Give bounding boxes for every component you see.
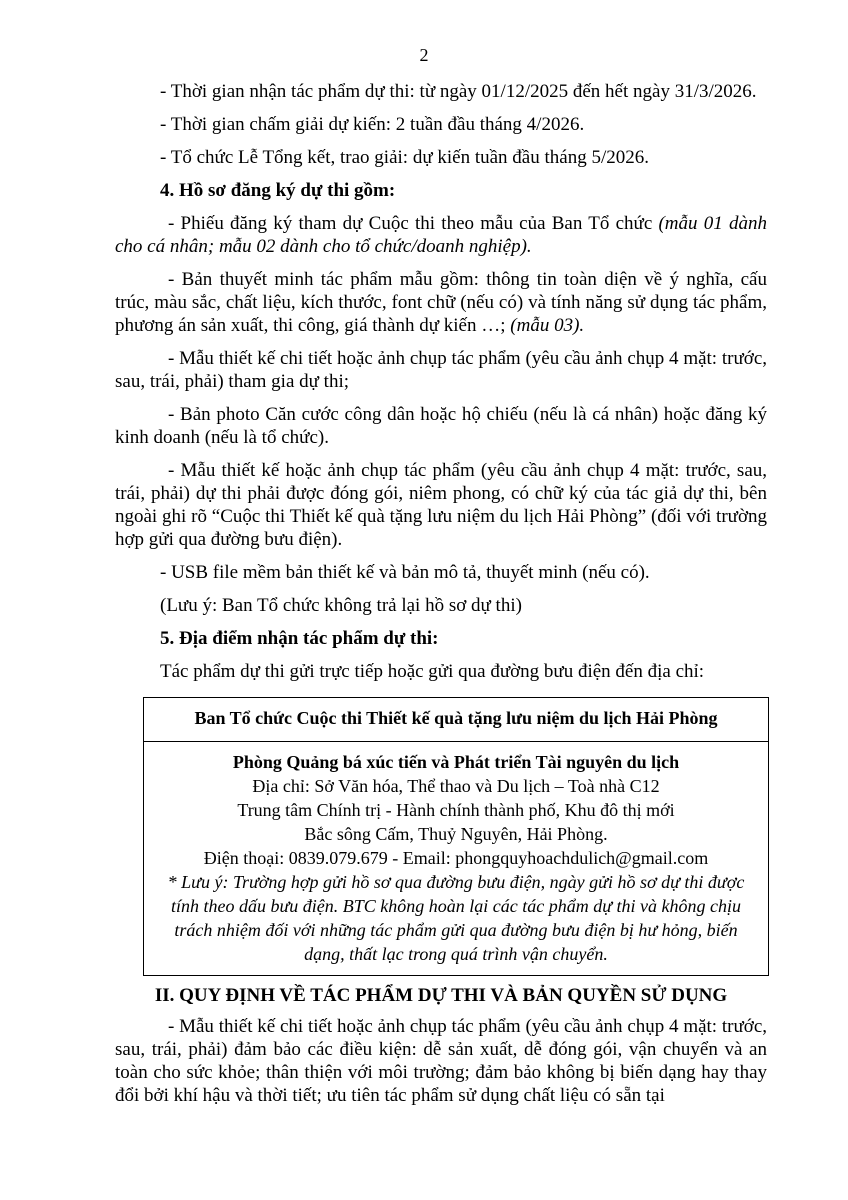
section-4-heading: 4. Hồ sơ đăng ký dự thi gồm: (160, 180, 396, 201)
address-line-1: Địa chỉ: Sở Văn hóa, Thể thao và Du lịch – Toà nhà C12 (252, 776, 660, 796)
section-4-item-3: - Mẫu thiết kế chi tiết hoặc ảnh chụp tác phẩm (yêu cầu ảnh chụp 4 mặt: trước, sau, trái, phải) tham gia dự thi; (115, 348, 767, 392)
timeline-judging: - Thời gian chấm giải dự kiến: 2 tuần đầu tháng 4/2026. (160, 114, 585, 135)
timeline-ceremony: - Tổ chức Lễ Tổng kết, trao giải: dự kiến tuần đầu tháng 5/2026. (160, 147, 649, 168)
section-4-item-1 (115, 212, 767, 258)
section-5-intro: Tác phẩm dự thi gửi trực tiếp hoặc gửi qua đường bưu điện đến địa chỉ: (160, 661, 705, 682)
address-box (143, 697, 769, 976)
item-2-text: - Bản thuyết minh tác phẩm mẫu gồm: thông tin toàn diện về ý nghĩa, cấu trúc, màu sắc, chất liệu, kích thước, font chữ (nếu có) và tính năng sử dụng tác phẩm, phương án sản xuất, thi công, giá thành dự kiến …; (115, 269, 767, 336)
postal-note: * Lưu ý: Trường hợp gửi hồ sơ qua đường bưu điện, ngày gửi hồ sơ dự thi được tính theo dấu bưu điện. BTC không hoàn lại các tác phẩm dự thi và không chịu trách nhiệm đối với những tác phẩm gửi qua đường bưu điện bị hư hỏng, biến dạng, thất lạc trong quá trình vận chuyển. (167, 872, 745, 964)
document-body (115, 80, 767, 1117)
section-4-item-2 (115, 268, 767, 337)
contact-line: Điện thoại: 0839.079.679 - Email: phongquyhoachdulich@gmail.com (203, 848, 709, 868)
timeline-receive: - Thời gian nhận tác phẩm dự thi: từ ngày 01/12/2025 đến hết ngày 31/3/2026. (160, 81, 757, 102)
section-4-item-4: - Bản photo Căn cước công dân hoặc hộ chiếu (nếu là cá nhân) hoặc đăng ký kinh doanh (nếu là tổ chức). (115, 404, 767, 448)
address-line-2: Trung tâm Chính trị - Hành chính thành phố, Khu đô thị mới (237, 800, 675, 820)
page-number: 2 (419, 45, 429, 65)
section-4-item-5: - Mẫu thiết kế hoặc ảnh chụp tác phẩm (yêu cầu ảnh chụp 4 mặt: trước, sau, trái, phải) dự thi phải được đóng gói, niêm phong, có chữ ký của tác giả dự thi, bên ngoài ghi rõ “Cuộc thi Thiết kế quà tặng lưu niệm du lịch Hải Phòng” (đối với trường hợp gửi qua đường bưu điện). (115, 460, 767, 550)
section-II-heading: II. QUY ĐỊNH VỀ TÁC PHẨM DỰ THI VÀ BẢN QUYỀN SỬ DỤNG (154, 985, 728, 1006)
address-box-body (144, 742, 768, 975)
item-1-text: - Phiếu đăng ký tham dự Cuộc thi theo mẫu của Ban Tổ chức (168, 213, 659, 234)
address-line-3: Bắc sông Cấm, Thuỷ Nguyên, Hải Phòng. (304, 824, 608, 844)
item-1-italic: (mẫu 01 dành cho cá nhân; mẫu 02 dành cho tổ chức/doanh nghiệp). (115, 213, 767, 257)
section-5-heading: 5. Địa điểm nhận tác phẩm dự thi: (160, 628, 439, 649)
item-2-italic: (mẫu 03). (510, 315, 585, 336)
department-name: Phòng Quảng bá xúc tiến và Phát triển Tài nguyên du lịch (232, 752, 680, 772)
address-box-title: Ban Tổ chức Cuộc thi Thiết kế quà tặng lưu niệm du lịch Hải Phòng (144, 698, 768, 742)
section-4-note: (Lưu ý: Ban Tổ chức không trả lại hồ sơ dự thi) (160, 595, 522, 616)
section-4-item-6: - USB file mềm bản thiết kế và bản mô tả, thuyết minh (nếu có). (160, 562, 650, 583)
section-II-paragraph: - Mẫu thiết kế chi tiết hoặc ảnh chụp tác phẩm (yêu cầu ảnh chụp 4 mặt: trước, sau, trái, phải) đảm bảo các điều kiện: dễ sản xuất, dễ đóng gói, vận chuyển và an toàn cho sức khỏe; thân thiện với môi trường; đảm bảo không bị biến dạng hay thay đổi bởi khí hậu và thời tiết; ưu tiên tác phẩm sử dụng chất liệu có sẵn tại (115, 1016, 767, 1106)
